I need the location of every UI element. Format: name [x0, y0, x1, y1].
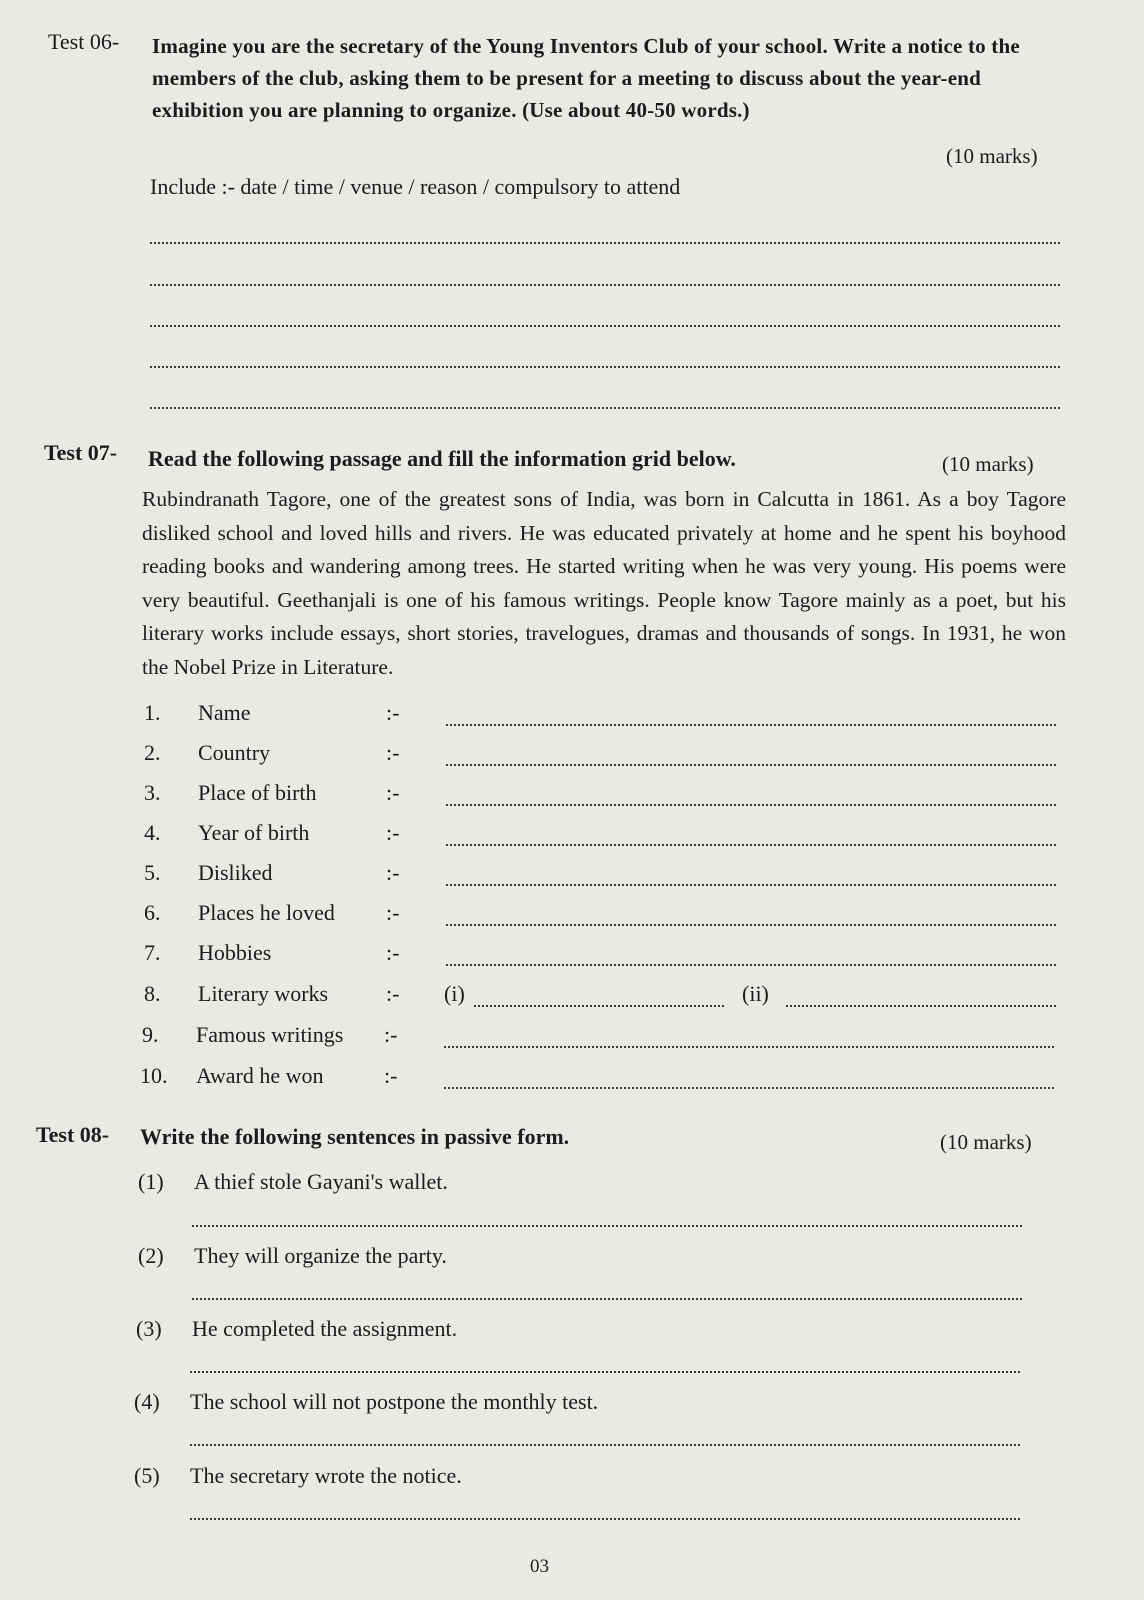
grid-label-places-loved: Places he loved	[198, 900, 335, 925]
grid-label-literary-works: Literary works	[198, 981, 329, 1006]
grid-number: 1.	[144, 700, 161, 725]
grid-number: 3.	[144, 780, 161, 805]
grid-separator: :-	[386, 700, 400, 725]
literary-works-i-line[interactable]	[474, 1005, 724, 1007]
question-text: They will organize the party.	[194, 1243, 447, 1268]
test06-marks: (10 marks)	[946, 144, 1038, 168]
grid-answer-line[interactable]	[446, 804, 1056, 806]
question-number: (4)	[134, 1389, 160, 1414]
grid-separator: :-	[386, 940, 400, 965]
grid-number: 6.	[144, 900, 161, 925]
test07-label: Test 07-	[44, 440, 118, 465]
grid-number: 2.	[144, 740, 161, 765]
page-number: 03	[530, 1556, 549, 1577]
grid-number: 5.	[144, 860, 161, 885]
answer-line[interactable]	[190, 1371, 1020, 1373]
question-number: (3)	[136, 1316, 162, 1341]
grid-separator: :-	[386, 780, 400, 805]
test08-marks: (10 marks)	[940, 1130, 1032, 1154]
grid-number: 8.	[144, 981, 161, 1006]
question-text: He completed the assignment.	[192, 1316, 458, 1341]
grid-answer-line[interactable]	[444, 1046, 1054, 1048]
test06-include: Include :- date / time / venue / reason / compulsory to attend	[150, 174, 681, 199]
answer-line[interactable]	[192, 1298, 1022, 1300]
answer-line[interactable]	[192, 1225, 1022, 1227]
grid-separator: :-	[386, 740, 400, 765]
test08-heading: Write the following sentences in passive form.	[140, 1124, 570, 1149]
answer-line[interactable]	[150, 407, 1060, 409]
question-text: A thief stole Gayani's wallet.	[194, 1169, 448, 1194]
answer-line[interactable]	[150, 242, 1060, 244]
literary-works-i-label: (i)	[444, 981, 465, 1006]
literary-works-ii-label: (ii)	[742, 981, 769, 1006]
grid-separator: :-	[384, 1022, 398, 1047]
grid-label-name: Name	[198, 700, 251, 725]
grid-number: 10.	[140, 1063, 168, 1088]
grid-label-year-of-birth: Year of birth	[198, 820, 310, 845]
grid-answer-line[interactable]	[446, 724, 1056, 726]
test07-passage: Rubindranath Tagore, one of the greatest sons of India, was born in Calcutta in 1861. As a boy Tagore disliked school and loved hills and rivers. He was educated privately at home and he spent his boyhood reading books and wandering among trees. He started writing when he was very young. His poems were very beautiful. Geethanjali is one of his famous writings. People know Tagore mainly as a poet, but his literary works include essays, short stories, travelogues, dramas and thousands of songs. In 1931, he won the Nobel Prize in Literature.	[142, 487, 1066, 679]
grid-label-famous-writings: Famous writings	[196, 1022, 344, 1047]
grid-number: 7.	[144, 940, 161, 965]
grid-label-disliked: Disliked	[198, 860, 273, 885]
test06-question: Imagine you are the secretary of the Young Inventors Club of your school. Write a notice to the members of the club, asking them to be present for a meeting to discuss about the year-end exhibition you are planning to organize. (Use about 40-50 words.)	[152, 34, 1020, 122]
test08-label: Test 08-	[36, 1122, 110, 1147]
question-number: (1)	[138, 1169, 164, 1194]
test06-label: Test 06-	[48, 29, 120, 54]
grid-answer-line[interactable]	[446, 764, 1056, 766]
question-number: (5)	[134, 1463, 160, 1488]
grid-answer-line[interactable]	[446, 844, 1056, 846]
grid-separator: :-	[386, 981, 400, 1006]
grid-label-place-of-birth: Place of birth	[198, 780, 317, 805]
test07-heading: Read the following passage and fill the information grid below.	[148, 446, 736, 471]
grid-separator: :-	[386, 860, 400, 885]
answer-line[interactable]	[190, 1444, 1020, 1446]
grid-number: 4.	[144, 820, 161, 845]
grid-answer-line[interactable]	[446, 964, 1056, 966]
literary-works-ii-line[interactable]	[786, 1005, 1056, 1007]
grid-answer-line[interactable]	[446, 924, 1056, 926]
grid-answer-line[interactable]	[444, 1087, 1054, 1089]
question-text: The secretary wrote the notice.	[190, 1463, 462, 1488]
question-text: The school will not postpone the monthly test.	[190, 1389, 599, 1414]
grid-label-country: Country	[198, 740, 271, 765]
grid-separator: :-	[386, 820, 400, 845]
question-number: (2)	[138, 1243, 164, 1268]
grid-answer-line[interactable]	[446, 884, 1056, 886]
answer-line[interactable]	[150, 366, 1060, 368]
grid-label-hobbies: Hobbies	[198, 940, 272, 965]
grid-separator: :-	[386, 900, 400, 925]
grid-label-award: Award he won	[196, 1063, 324, 1088]
test07-marks: (10 marks)	[942, 452, 1034, 476]
answer-line[interactable]	[150, 284, 1060, 286]
answer-line[interactable]	[150, 325, 1060, 327]
grid-separator: :-	[384, 1063, 398, 1088]
answer-line[interactable]	[190, 1518, 1020, 1520]
grid-number: 9.	[142, 1022, 159, 1047]
